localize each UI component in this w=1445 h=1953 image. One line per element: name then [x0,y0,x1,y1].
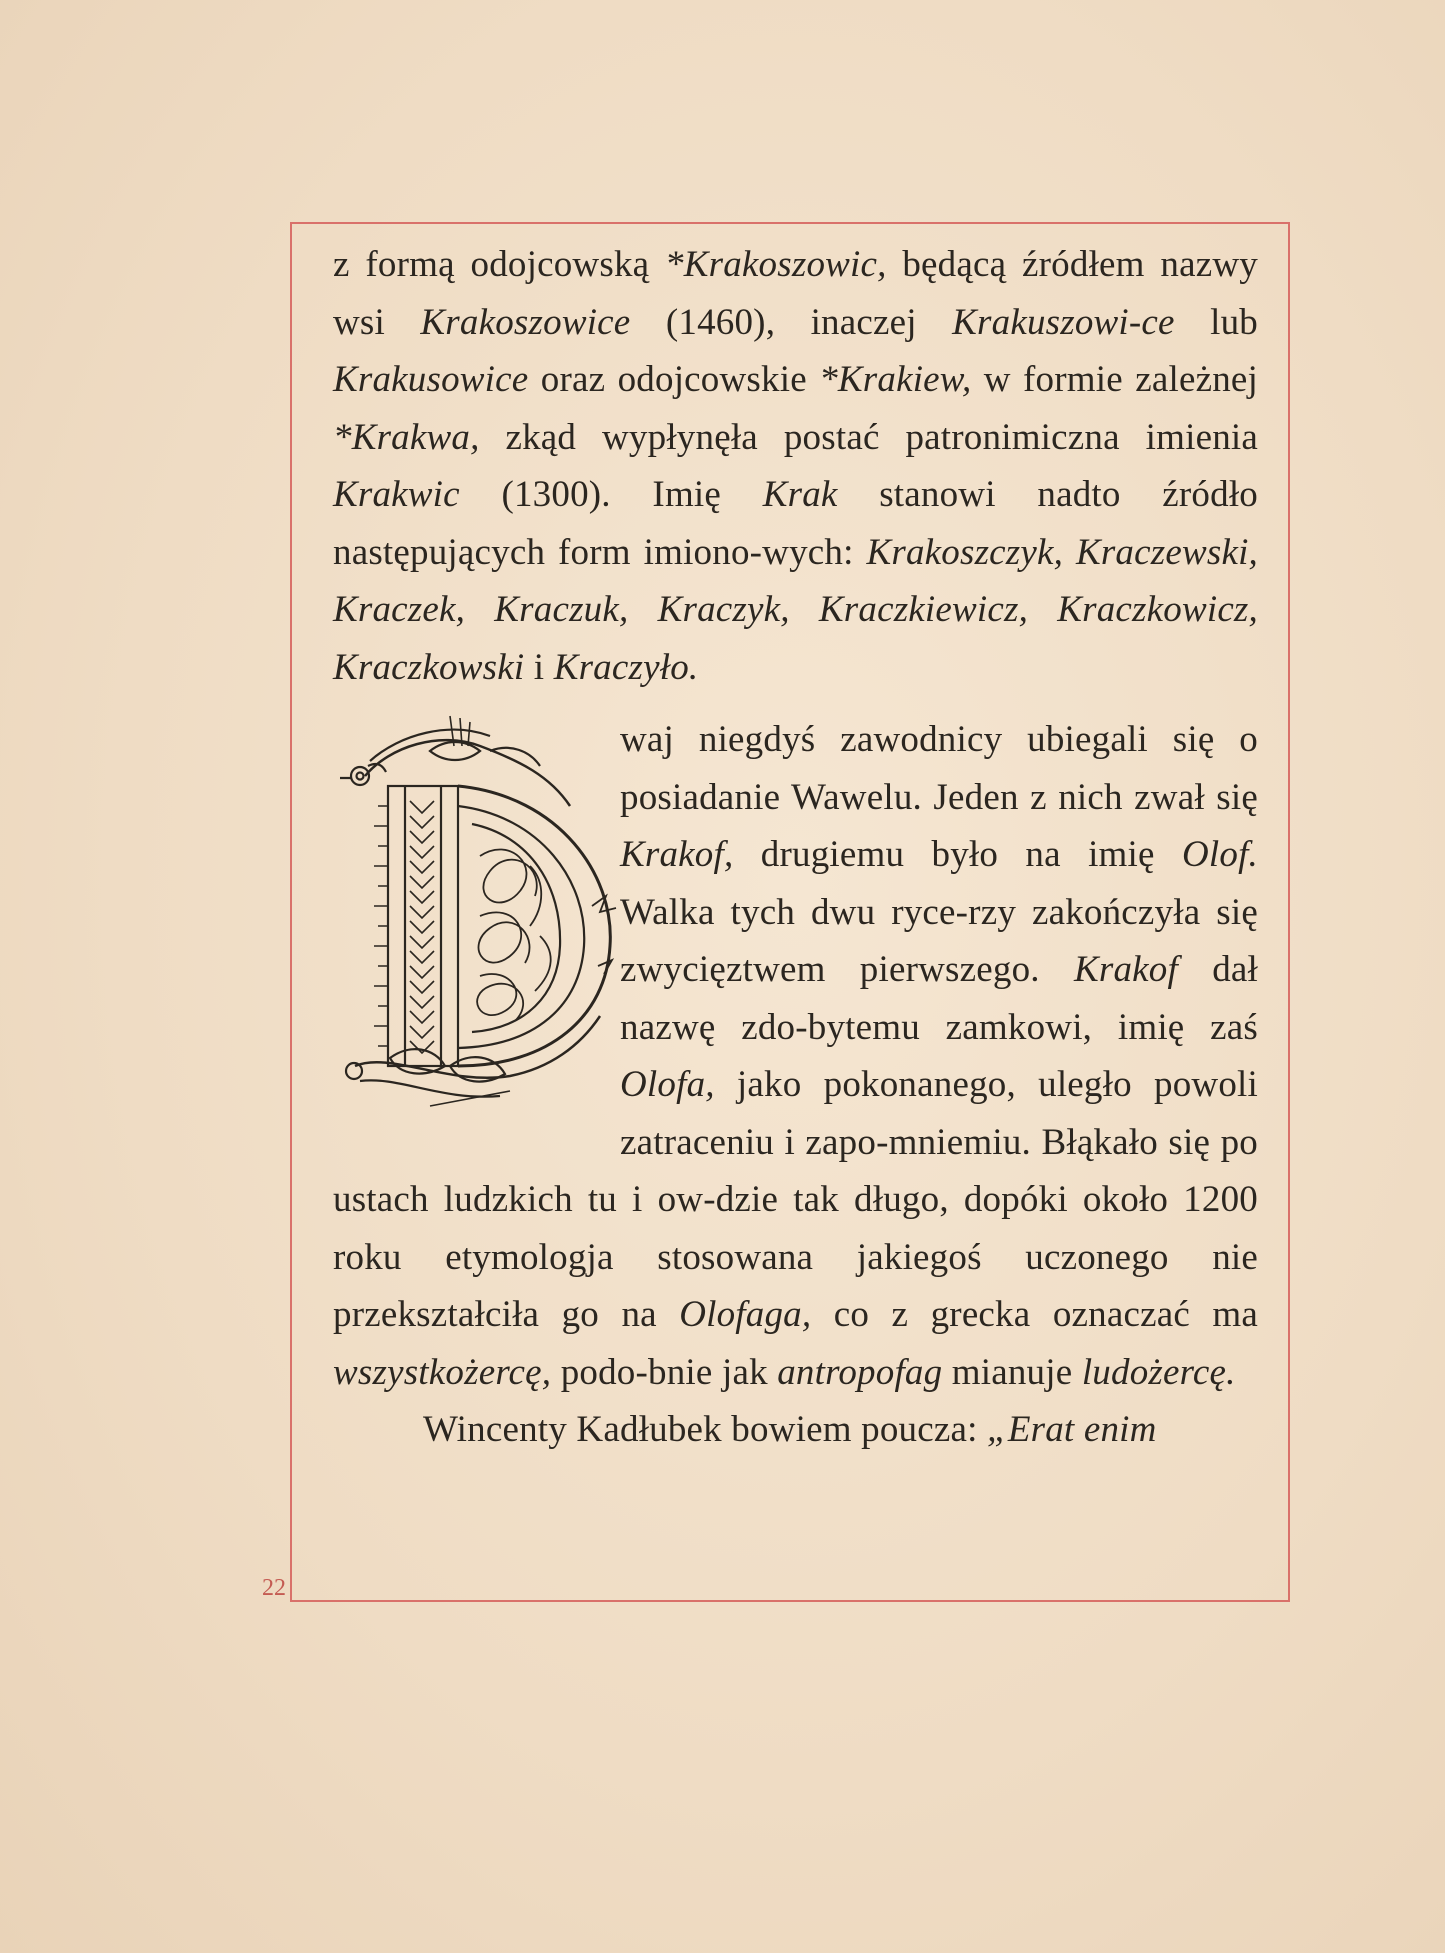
text-run: z formą odojcowską [333,244,666,285]
text-run: Walka tych dwu ryce-rzy zakończyła się zwycięztwem pierwszego. [620,891,1258,990]
text-run: w formie zależnej [971,359,1258,400]
text-run: (1300). Imię [459,474,763,515]
italic-name: Olof. [1181,834,1258,875]
italic-name: *Krakiew, [819,359,972,400]
text-run: co z grecka oznaczać ma [811,1294,1258,1335]
italic-word: wszystkożercę, [333,1351,552,1393]
italic-name: Olofaga, [679,1294,812,1335]
text-run: waj niegdyś zawodnicy ubiegali się o posiadanie Wawelu. Jeden z nich zwał się [620,719,1258,818]
text-run: będącą źródłem nazwy wsi [333,244,1258,343]
italic-name: Olofa, [620,1064,715,1105]
italic-word: ludożercę. [1081,1351,1236,1393]
page-number: 22 [262,1575,286,1601]
text-run: Wincenty Kadłubek bowiem poucza: [423,1409,988,1450]
text-run: dał nazwę zdo-bytemu zamkowi, imię zaś [620,949,1258,1048]
text-run: zkąd wypłynęła postać patronimiczna imienia [479,416,1258,458]
italic-name: Krakof, [620,834,734,875]
text-run: lub [1174,301,1258,343]
text-run: (1460), inaczej [630,301,953,343]
text-run: stanowi nadto źródło następujących form imiono-wych: [333,474,1258,573]
italic-name: Krakuszowi-ce [952,301,1175,343]
italic-name: Krak [762,474,838,515]
text-run: podo-bnie jak [551,1351,778,1393]
italic-name: Krakusowice [333,359,529,400]
text-run: i [524,646,554,688]
text-run: mianuje [942,1351,1082,1393]
italic-name-list: Krakoszczyk, Kraczewski, Kraczek, Kraczuk, Kraczyk, Kraczkiewicz, Kraczkowicz, Kraczkowski [333,531,1258,688]
italic-name: Krakof [1073,949,1178,990]
latin-quote: „Erat enim [987,1409,1157,1450]
italic-name: Krakwic [333,474,460,515]
text-block [333,236,1258,1459]
decorated-initial-D-icon [330,706,620,1118]
paragraph-3 [333,1401,1258,1459]
text-run: drugiemu było na imię [733,834,1182,875]
italic-name: Kraczyło. [553,646,699,688]
paragraph-1 [333,236,1258,696]
text-run: oraz odojcowskie [528,359,820,400]
italic-name: Krakoszowice [420,301,631,343]
italic-name: *Krakwa, [333,416,480,458]
text-run: jako pokonanego, uległo powoli zatraceniu i zapo-mniemiu. Błąkało się po ustach ludzkich tu i ow-dzie tak długo, dopóki około 1200 roku etymologja stosowana jakiegoś uczonego nie przekształciła go na [333,1064,1258,1335]
italic-name: *Krakoszowic, [665,244,887,285]
italic-word: antropofag [777,1351,943,1393]
paragraph-2 [333,711,1258,1401]
